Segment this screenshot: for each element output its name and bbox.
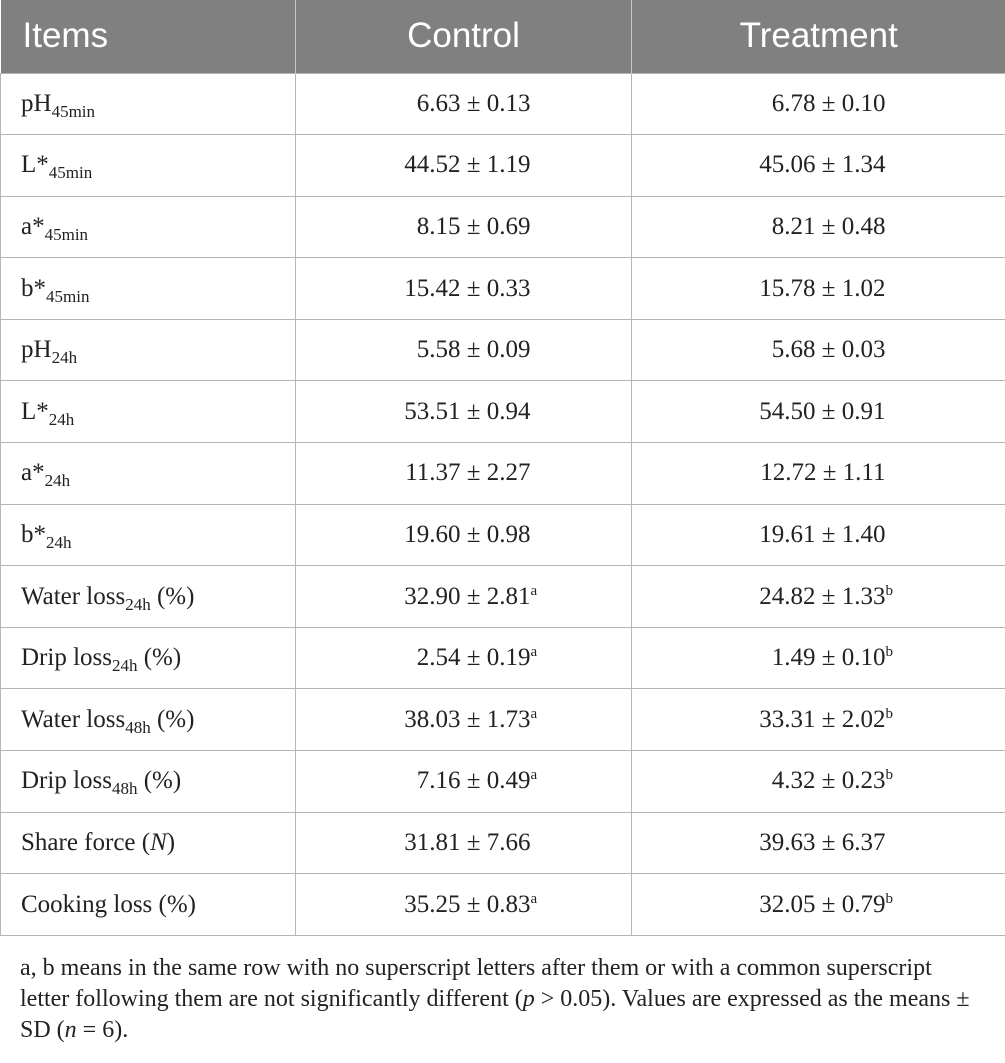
control-value: 11.37 ± 2.27 bbox=[405, 459, 531, 487]
item-cell bbox=[1, 689, 296, 751]
control-value: 2.54 ± 0.19 bbox=[416, 644, 531, 672]
item-label: Cooking loss (%) bbox=[21, 890, 196, 918]
item-subscript: 24h bbox=[125, 594, 151, 614]
item-subscript: 45min bbox=[44, 224, 89, 244]
control-value-cell bbox=[296, 874, 632, 936]
table-row bbox=[1, 874, 1005, 936]
table-row bbox=[1, 751, 1005, 813]
treatment-value-cell bbox=[632, 874, 1005, 936]
item-subscript: 48h bbox=[125, 717, 151, 737]
control-value-cell bbox=[296, 504, 632, 566]
treatment-value-cell bbox=[632, 627, 1005, 689]
treatment-value: 39.63 ± 6.37 bbox=[759, 828, 886, 856]
item-cell bbox=[1, 258, 296, 320]
footnote-p-symbol: p bbox=[522, 985, 535, 1012]
item-label: pH bbox=[21, 336, 52, 364]
treatment-value: 45.06 ± 1.34 bbox=[759, 151, 886, 179]
treatment-value: 19.61 ± 1.40 bbox=[759, 520, 886, 548]
control-value: 44.52 ± 1.19 bbox=[404, 151, 531, 179]
control-value: 53.51 ± 0.94 bbox=[404, 397, 531, 425]
treatment-value-cell bbox=[632, 443, 1005, 505]
control-value: 8.15 ± 0.69 bbox=[416, 212, 531, 240]
control-sup-slot bbox=[531, 583, 547, 611]
control-significance-letter: a bbox=[530, 582, 538, 599]
control-significance-letter: a bbox=[530, 767, 538, 784]
treatment-value: 24.82 ± 1.33 bbox=[759, 582, 886, 610]
treatment-value: 6.78 ± 0.10 bbox=[771, 89, 886, 117]
footnote-n-symbol: n bbox=[64, 1016, 77, 1043]
item-label: a* bbox=[21, 459, 45, 487]
item-label: Water loss bbox=[21, 705, 126, 733]
table-row bbox=[1, 196, 1005, 258]
table-row bbox=[1, 443, 1005, 505]
control-value: 7.16 ± 0.49 bbox=[416, 767, 531, 795]
item-subscript: 45min bbox=[48, 163, 93, 183]
item-label: b* bbox=[21, 520, 46, 548]
control-value-cell bbox=[296, 443, 632, 505]
control-value: 31.81 ± 7.66 bbox=[404, 828, 531, 856]
treatment-value-cell bbox=[632, 689, 1005, 751]
control-sup-slot bbox=[531, 706, 547, 734]
control-value: 32.90 ± 2.81 bbox=[404, 582, 531, 610]
treatment-significance-letter: b bbox=[885, 582, 893, 599]
item-cell bbox=[1, 504, 296, 566]
control-value: 15.42 ± 0.33 bbox=[404, 274, 531, 302]
treatment-significance-letter: b bbox=[885, 890, 893, 907]
table-row bbox=[1, 566, 1005, 628]
item-subscript: 24h bbox=[46, 532, 72, 552]
control-value: 38.03 ± 1.73 bbox=[404, 705, 531, 733]
item-cell bbox=[1, 319, 296, 381]
treatment-sup-slot bbox=[886, 891, 902, 919]
table-body bbox=[1, 73, 1005, 935]
treatment-value: 54.50 ± 0.91 bbox=[759, 397, 886, 425]
control-value-cell bbox=[296, 73, 632, 135]
control-significance-letter: a bbox=[530, 890, 538, 907]
treatment-sup-slot bbox=[886, 583, 902, 611]
table-row bbox=[1, 381, 1005, 443]
item-cell bbox=[1, 73, 296, 135]
item-label: Share force ( bbox=[21, 828, 151, 856]
item-unit: (%) bbox=[137, 767, 182, 795]
header-items: Items bbox=[22, 16, 109, 56]
item-label: Water loss bbox=[21, 582, 126, 610]
item-label: L* bbox=[21, 397, 49, 425]
control-significance-letter: a bbox=[530, 705, 538, 722]
treatment-value-cell bbox=[632, 504, 1005, 566]
treatment-value: 32.05 ± 0.79 bbox=[759, 890, 886, 918]
treatment-value: 33.31 ± 2.02 bbox=[759, 705, 886, 733]
footnote-text-3: = 6). bbox=[76, 1016, 129, 1043]
item-unit: (%) bbox=[150, 582, 195, 610]
table-row bbox=[1, 689, 1005, 751]
treatment-sup-slot bbox=[886, 767, 902, 795]
item-label: a* bbox=[21, 212, 45, 240]
treatment-value: 4.32 ± 0.23 bbox=[771, 767, 886, 795]
control-value: 5.58 ± 0.09 bbox=[416, 336, 531, 364]
treatment-value: 15.78 ± 1.02 bbox=[759, 274, 886, 302]
table-row bbox=[1, 627, 1005, 689]
treatment-value-cell bbox=[632, 812, 1005, 874]
table-row bbox=[1, 258, 1005, 320]
control-value: 19.60 ± 0.98 bbox=[404, 520, 531, 548]
item-label: Drip loss bbox=[21, 767, 112, 795]
footnote-text-1: a, b means in the same row with no superscript letters after them or with a common superscript letter following them are not significantly different ( bbox=[20, 954, 932, 1012]
treatment-value-cell bbox=[632, 258, 1005, 320]
item-subscript: 24h bbox=[111, 656, 138, 676]
control-value-cell bbox=[296, 627, 632, 689]
control-value-cell bbox=[296, 258, 632, 320]
treatment-significance-letter: b bbox=[885, 705, 893, 722]
table-row bbox=[1, 135, 1005, 197]
treatment-value: 5.68 ± 0.03 bbox=[771, 336, 886, 364]
item-subscript: 45min bbox=[46, 286, 90, 306]
item-unit: (%) bbox=[150, 705, 195, 733]
treatment-value-cell bbox=[632, 196, 1005, 258]
control-sup-slot bbox=[531, 891, 547, 919]
control-value-cell bbox=[296, 319, 632, 381]
item-cell bbox=[1, 566, 296, 628]
item-cell bbox=[1, 874, 296, 936]
treatment-value-cell bbox=[632, 566, 1005, 628]
item-cell bbox=[1, 443, 296, 505]
item-subscript: 24h bbox=[44, 471, 71, 491]
control-sup-slot bbox=[531, 644, 547, 672]
item-unit: (%) bbox=[137, 644, 182, 672]
treatment-value: 1.49 ± 0.10 bbox=[771, 644, 886, 672]
table-row bbox=[1, 73, 1005, 135]
item-label-end: ) bbox=[166, 828, 176, 856]
treatment-sup-slot bbox=[886, 644, 902, 672]
control-value: 35.25 ± 0.83 bbox=[404, 890, 531, 918]
item-label: b* bbox=[21, 274, 46, 302]
control-value-cell bbox=[296, 135, 632, 197]
treatment-significance-letter: b bbox=[885, 644, 893, 661]
treatment-value: 8.21 ± 0.48 bbox=[771, 212, 886, 240]
item-cell bbox=[1, 381, 296, 443]
control-value-cell bbox=[296, 689, 632, 751]
control-value-cell bbox=[296, 812, 632, 874]
control-value: 6.63 ± 0.13 bbox=[416, 89, 531, 117]
item-label: pH bbox=[21, 89, 52, 117]
item-subscript: 45min bbox=[51, 101, 96, 121]
footnote-text-2: > 0.05). Values are expressed as the means ± SD ( bbox=[20, 985, 970, 1043]
treatment-significance-letter: b bbox=[885, 767, 893, 784]
treatment-value-cell bbox=[632, 73, 1005, 135]
control-value-cell bbox=[296, 751, 632, 813]
header-control: Control bbox=[296, 0, 632, 73]
table-row bbox=[1, 319, 1005, 381]
table-row bbox=[1, 812, 1005, 874]
control-value-cell bbox=[296, 566, 632, 628]
treatment-value-cell bbox=[632, 319, 1005, 381]
item-subscript: 24h bbox=[48, 409, 75, 429]
control-sup-slot bbox=[531, 767, 547, 795]
control-value-cell bbox=[296, 196, 632, 258]
item-unit-symbol: N bbox=[150, 828, 167, 856]
item-subscript: 24h bbox=[51, 348, 78, 368]
table-footnote bbox=[0, 936, 1005, 1046]
item-cell bbox=[1, 196, 296, 258]
treatment-value-cell bbox=[632, 751, 1005, 813]
item-subscript: 48h bbox=[111, 779, 138, 799]
treatment-value-cell bbox=[632, 135, 1005, 197]
item-cell bbox=[1, 751, 296, 813]
item-cell bbox=[1, 812, 296, 874]
table-header-row bbox=[1, 0, 1005, 73]
item-label: L* bbox=[21, 151, 49, 179]
item-label: Drip loss bbox=[21, 644, 112, 672]
treatment-value-cell bbox=[632, 381, 1005, 443]
item-cell bbox=[1, 135, 296, 197]
control-value-cell bbox=[296, 381, 632, 443]
item-cell bbox=[1, 627, 296, 689]
table-row bbox=[1, 504, 1005, 566]
control-significance-letter: a bbox=[530, 644, 538, 661]
treatment-value: 12.72 ± 1.11 bbox=[760, 459, 886, 487]
treatment-sup-slot bbox=[886, 706, 902, 734]
header-treatment: Treatment bbox=[632, 0, 1005, 73]
